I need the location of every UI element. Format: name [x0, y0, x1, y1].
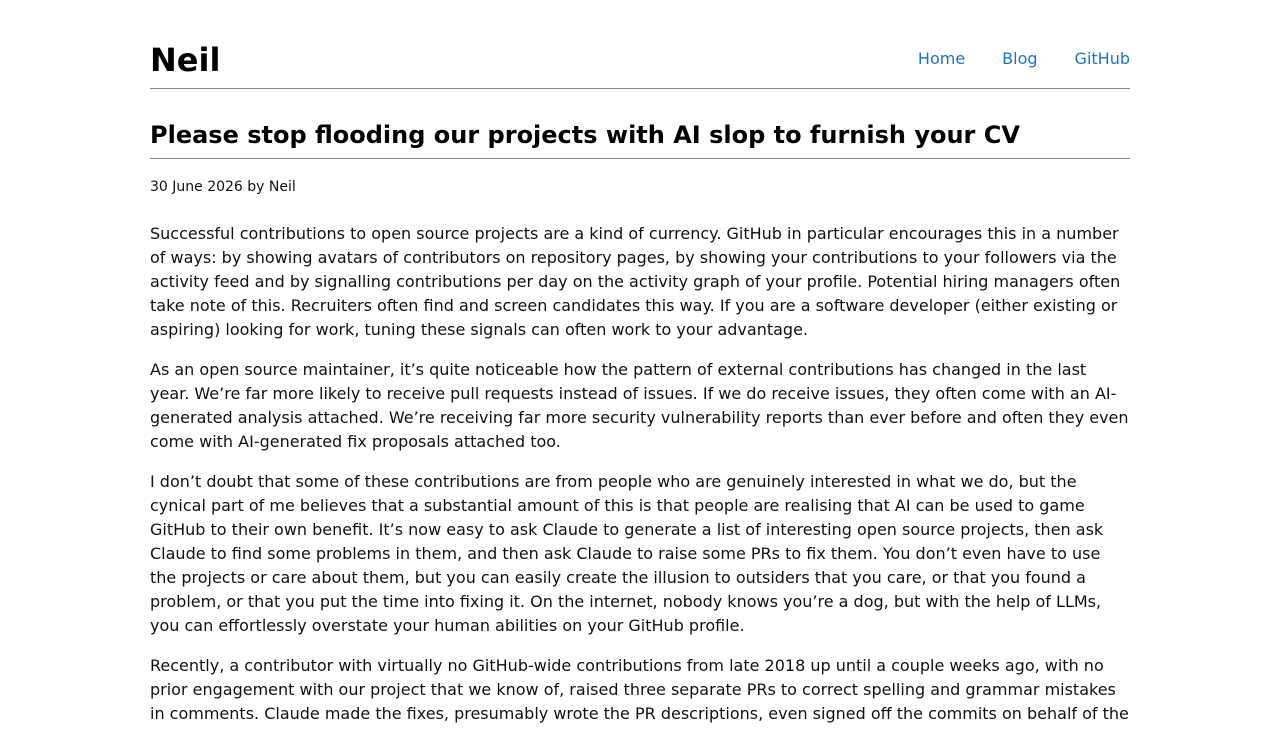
site-title[interactable]: Neil: [150, 41, 221, 79]
nav-link-github[interactable]: GitHub: [1074, 49, 1130, 68]
post-meta: 30 June 2026 by Neil: [150, 179, 296, 195]
post-paragraph: Recently, a contributor with virtually no GitHub-wide contributions from late 2018 up until a couple weeks ago, with no prior engagement with our project that we know of, raised three separate PRs to correct spelling and grammar mistakes in comments. Claude made the fixes, presumably wrote the PR descriptions, even signed off the commits on behalf of the: [150, 656, 1129, 723]
nav-link-blog[interactable]: Blog: [1002, 49, 1038, 68]
site-header: [150, 0, 1130, 89]
page: [150, 0, 1130, 723]
main-nav: [918, 48, 1130, 70]
post-paragraph: Successful contributions to open source projects are a kind of currency. GitHub in particular encourages this in a number of ways: by showing avatars of contributors on repository pages, by showing your contributions to your followers via the activity feed and by signalling contributions per day on the activity graph of your profile. Potential hiring managers often take note of this. Recruiters often find and screen candidates this way. If you are a software developer (either existing or aspiring) looking for work, tuning these signals can often work to your advantage.: [150, 224, 1121, 339]
post-paragraph: As an open source maintainer, it’s quite noticeable how the pattern of external contributions has changed in the last year. We’re far more likely to receive pull requests instead of issues. If we do receive issues, they often come with an AI-generated analysis attached. We’re receiving far more security vulnerability reports than ever before and often they even come with AI-generated fix proposals attached too.: [150, 360, 1129, 451]
title-divider: [150, 158, 1130, 159]
post-paragraph: I don’t doubt that some of these contributions are from people who are genuinely interested in what we do, but the cynical part of me believes that a substantial amount of this is that people are realising that AI can be used to game GitHub to their own benefit. It’s now easy to ask Claude to generate a list of interesting open source projects, then ask Claude to find some problems in them, and then ask Claude to raise some PRs to fix them. You don’t even have to use the projects or care about them, but you can easily create the illusion to outsiders that you care, or that you found a problem, or that you put the time into fixing it. On the internet, nobody knows you’re a dog, but with the help of LLMs, you can effortlessly overstate your human abilities on your GitHub profile.: [150, 472, 1104, 635]
nav-link-home[interactable]: Home: [917, 49, 966, 68]
post-content: [150, 222, 1130, 742]
post-title: Please stop flooding our projects with AI slop to furnish your CV: [150, 121, 1020, 149]
